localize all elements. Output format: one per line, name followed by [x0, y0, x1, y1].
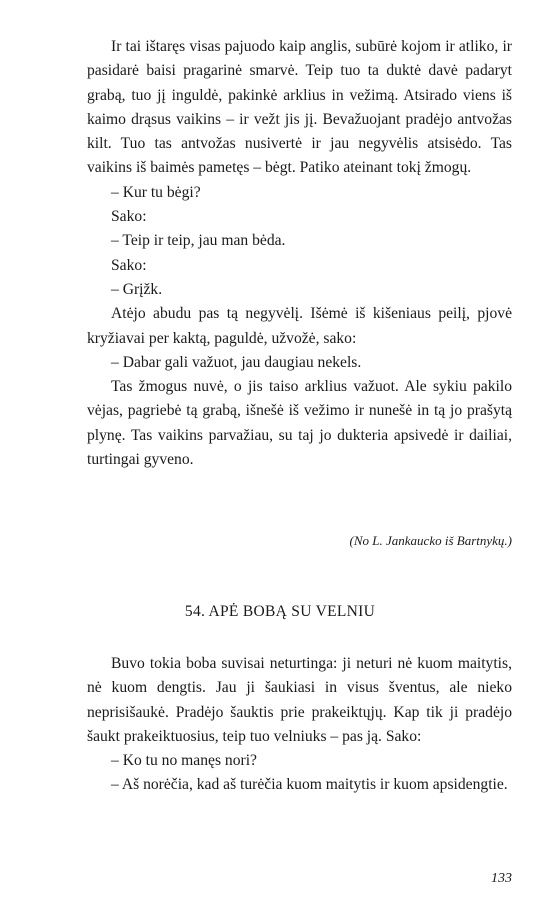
dialog-line: Sako:	[111, 256, 147, 274]
dialog-line: – Grįžk.	[111, 280, 163, 298]
dialog-line: Sako:	[111, 208, 147, 226]
paragraph: Ir tai ištaręs visas pajuodo kaip anglis, subūrė kojom ir atliko, ir pasidarė baisi pragarinė smarvė. Teip tuo ta duktė davė padaryt grabą, tuo jį inguldė, pakinkė arklius in vežimą. Atsirado viens iš kaimo drąsus vaikins – ir vežt jis jį. Bevažuojant pradėjo antvožas kilt. Tuo tas antvožas nusivertė ir jau negyvėlis atsisėdo. Tas vaikins iš baimės pametęs – bėgt. Patiko ateinant tokį žmogų.	[87, 38, 512, 177]
dialog-line: – Kur tu bėgi?	[111, 183, 201, 201]
page-number: 133	[491, 871, 512, 886]
story-body	[87, 652, 512, 798]
story-title: 54. APĖ BOBĄ SU VELNIU	[184, 603, 376, 620]
source-attribution: (No L. Jankaucko iš Bartnykų.)	[349, 533, 512, 548]
dialog-line: – Dabar gali važuot, jau daugiau nekels.	[111, 353, 362, 371]
dialog-line: – Teip ir teip, jau man bėda.	[111, 232, 286, 250]
story-continuation	[87, 35, 512, 472]
dialog-line: – Aš norėčia, kad aš turėčia kuom maitytis ir kuom apsidengtie.	[111, 776, 508, 794]
dialog-line: – Ko tu no manęs nori?	[111, 752, 257, 770]
paragraph: Tas žmogus nuvė, o jis taiso arklius važuot. Ale sykiu pakilo vėjas, pagriebė tą grabą, išnešė iš vežimo ir nunešė in tą jo prašytą plynę. Tas vaikins parvažiau, su taj jo dukteria apsivedė ir dailiai, turtingai gyveno.	[87, 378, 512, 469]
paragraph: Buvo tokia boba suvisai neturtinga: ji neturi nė kuom maitytis, nė kuom dengtis. Jau ji šaukiasi in visus šventus, ale nieko neprisišaukė. Pradėjo šauktis prie prakeiktųjų. Kap tik ji pradėjo šaukt prakeiktuosius, teip tuo velniuks – pas ją. Sako:	[87, 655, 512, 745]
paragraph: Atėjo abudu pas tą negyvėlį. Išėmė iš kišeniaus peilį, pjovė kryžiavai per kaktą, paguldė, užvožė, sako:	[87, 305, 512, 347]
